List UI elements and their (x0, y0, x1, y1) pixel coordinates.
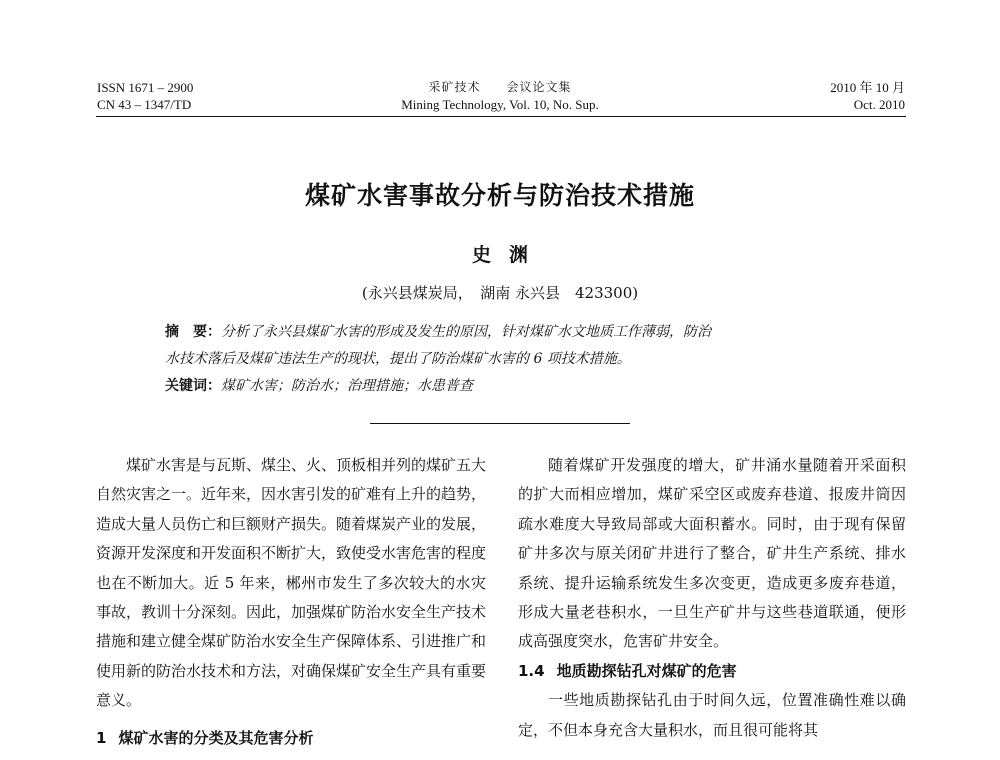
subsection-heading (518, 657, 906, 686)
header-journal-block (350, 79, 650, 113)
section-title: 煤矿水害的分类及其危害分析 (118, 728, 314, 747)
header-date-block (830, 79, 905, 113)
abstract (165, 319, 845, 373)
article-author: 史渊 (471, 244, 546, 266)
abstract-line-1 (165, 319, 845, 346)
body-paragraph: 煤矿水害是与瓦斯、煤尘、火、顶板相并列的煤矿五大自然灾害之一。近年来，因水害引发的矿难有上升的趋势，造成大量人员伤亡和巨额财产损失。随着煤炭产业的发展，资源开发深度和开发面积不断扩大，致使受水害危害的程度也在不断加大。近 5 年来，郴州市发生了多次较大的水灾事故，教训十分深刻。因此，加强煤矿防治水安全生产技术措施和建立健全煤矿防治水安全生产保障体系、引进推广和使用新的防治水技术和方法，对确保煤矿安全生产具有重要意义。 (96, 456, 487, 710)
right-column (518, 451, 906, 745)
date-cn: 2010 年 10 月 (830, 80, 905, 95)
abstract-text-2: 水技术落后及煤矿违法生产的现状，提出了防治煤矿水害的 6 项技术措施。 (165, 351, 631, 367)
abstract-separator-rule (370, 423, 630, 424)
section-heading (96, 724, 486, 753)
keywords-label: 关键词： (165, 378, 221, 394)
issn-text: ISSN 1671 – 2900 (97, 80, 194, 95)
abstract-text-1: 分析了永兴县煤矿水害的形成及发生的原因，针对煤矿水文地质工作薄弱，防治 (221, 324, 711, 340)
article-title: 煤矿水害事故分析与防治技术措施 (304, 181, 695, 210)
body-paragraph: 随着煤矿开发强度的增大，矿井涌水量随着开采面积的扩大而相应增加，煤矿采空区或废弃巷道、报废井筒因疏水难度大导致局部或大面积蓄水。同时，由于现有保留矿井多次与原关闭矿井进行了整合，矿井生产系统、排水系统、提升运输系统发生多次变更，造成更多废弃巷道，形成大量老巷积水，一旦生产矿井与这些巷道联通，便形成高强度突水，危害矿井安全。 (518, 456, 906, 651)
section-number: 1 (96, 728, 107, 747)
cn-text: CN 43 – 1347/TD (97, 97, 192, 112)
article-affiliation: (永兴县煤炭局， 湖南 永兴县 423300) (361, 284, 639, 302)
header-issn-block (97, 79, 193, 113)
keywords-text: 煤矿水害；防治水；治理措施；水患普查 (221, 378, 473, 394)
journal-name-en: Mining Technology, Vol. 10, No. Sup. (401, 97, 599, 112)
journal-name-cn: 采矿技术 会议论文集 (428, 80, 572, 94)
date-en: Oct. 2010 (853, 97, 905, 112)
abstract-label: 摘 要： (165, 324, 221, 340)
header-rule (96, 116, 906, 117)
subsection-title: 地质勘探钻孔对煤矿的危害 (556, 661, 737, 680)
keywords (165, 375, 473, 397)
left-column (96, 451, 486, 753)
body-paragraph: 一些地质勘探钻孔由于时间久远，位置准确性难以确定，不但本身充含大量积水，而且很可能将其 (518, 691, 906, 739)
subsection-number: 1.4 (518, 661, 545, 680)
